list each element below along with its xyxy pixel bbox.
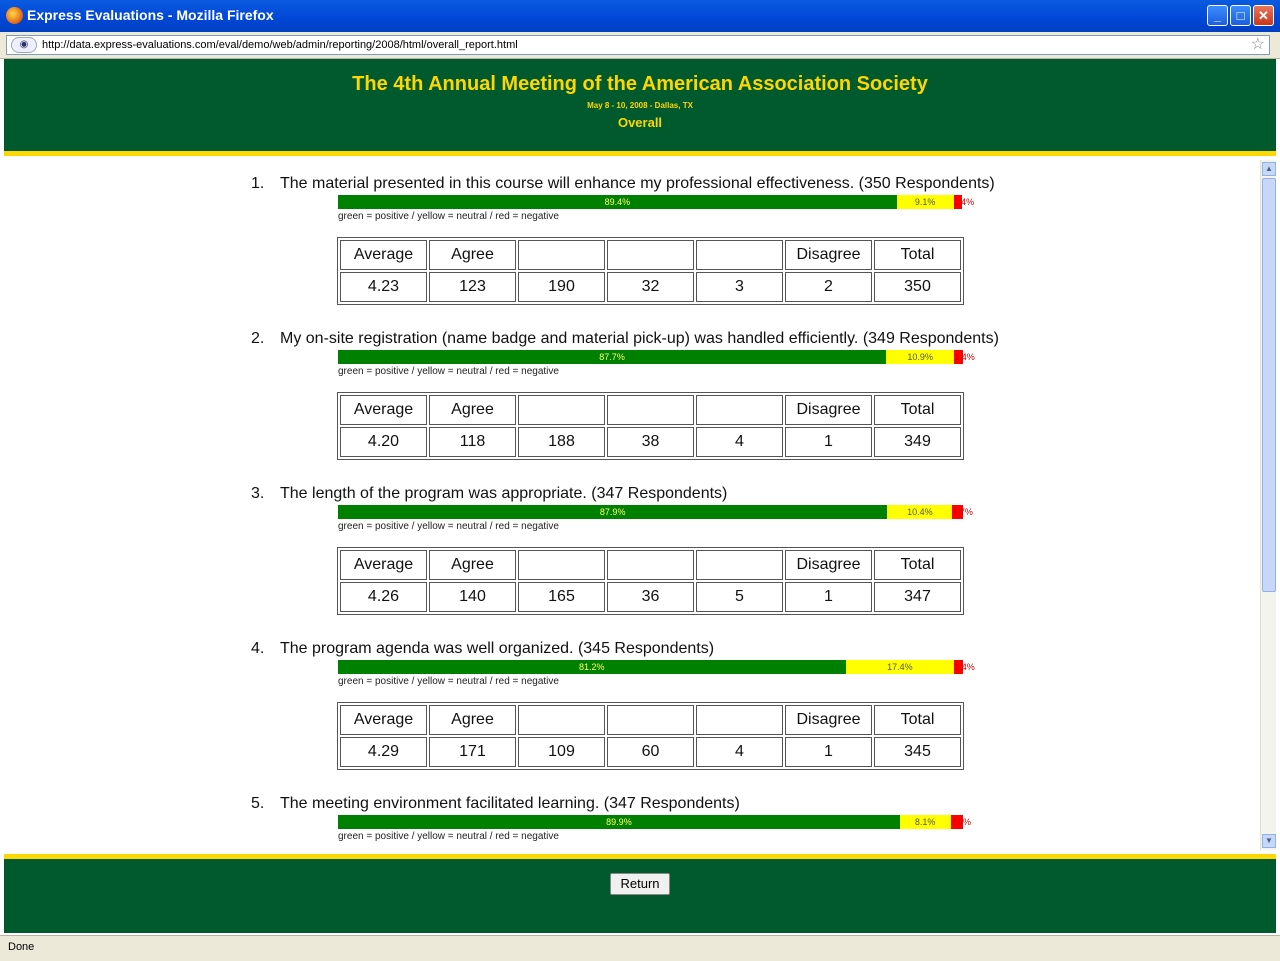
negative-segment: 1.4% bbox=[953, 197, 975, 207]
response-distribution-bar bbox=[338, 660, 975, 674]
question-number: 4. bbox=[251, 640, 265, 657]
results-table bbox=[337, 702, 964, 770]
column-header: Total bbox=[874, 395, 961, 425]
status-bar bbox=[0, 935, 1280, 961]
column-header: Agree bbox=[429, 240, 516, 270]
question-number: 2. bbox=[251, 330, 265, 347]
column-header bbox=[518, 240, 605, 270]
question-text bbox=[251, 175, 995, 193]
table-row bbox=[340, 272, 961, 302]
question-text bbox=[251, 795, 740, 813]
table-header-row bbox=[340, 240, 961, 270]
question-text bbox=[251, 330, 999, 348]
results-table bbox=[337, 392, 964, 460]
neutral-segment: 10.4% bbox=[887, 505, 952, 519]
negative-segment: 1.7% bbox=[952, 507, 973, 517]
column-header: Disagree bbox=[785, 550, 872, 580]
table-header-row bbox=[340, 395, 961, 425]
results-table bbox=[337, 237, 964, 305]
table-cell: 3 bbox=[696, 272, 783, 302]
column-header bbox=[696, 240, 783, 270]
maximize-button[interactable]: □ bbox=[1230, 5, 1251, 26]
page-title: The 4th Annual Meeting of the American Association Society bbox=[352, 73, 928, 95]
question-label: The program agenda was well organized. (345 Respondents) bbox=[280, 640, 715, 657]
table-cell: 4.26 bbox=[340, 582, 427, 612]
column-header bbox=[518, 705, 605, 735]
question-block bbox=[4, 175, 1254, 325]
table-cell: 4.20 bbox=[340, 427, 427, 457]
table-cell: 140 bbox=[429, 582, 516, 612]
question-block bbox=[4, 640, 1254, 790]
table-cell: 188 bbox=[518, 427, 605, 457]
address-bar[interactable] bbox=[6, 35, 1270, 55]
close-button[interactable]: ✕ bbox=[1253, 5, 1274, 26]
bar-legend: green = positive / yellow = neutral / red = negative bbox=[338, 211, 559, 222]
column-header: Agree bbox=[429, 395, 516, 425]
table-cell: 349 bbox=[874, 427, 961, 457]
url-text[interactable]: http://data.express-evaluations.com/eval/demo/web/admin/reporting/2008/html/overall_report.html bbox=[42, 39, 518, 51]
bar-legend: green = positive / yellow = neutral / red = negative bbox=[338, 676, 559, 687]
column-header: Total bbox=[874, 550, 961, 580]
table-cell: 1 bbox=[785, 427, 872, 457]
question-label: The meeting environment facilitated learning. (347 Respondents) bbox=[280, 795, 740, 812]
table-cell: 4.23 bbox=[340, 272, 427, 302]
response-distribution-bar bbox=[338, 195, 975, 209]
bookmark-star-icon[interactable]: ☆ bbox=[1250, 36, 1265, 53]
table-cell: 4.29 bbox=[340, 737, 427, 767]
status-text: Done bbox=[8, 941, 35, 953]
neutral-segment: 10.9% bbox=[886, 350, 954, 364]
table-cell: 60 bbox=[607, 737, 694, 767]
column-header: Agree bbox=[429, 550, 516, 580]
table-row bbox=[340, 427, 961, 457]
table-cell: 5 bbox=[696, 582, 783, 612]
table-cell: 2 bbox=[785, 272, 872, 302]
title-bar bbox=[0, 0, 1280, 32]
positive-segment: 89.9% bbox=[338, 815, 900, 829]
column-header: Average bbox=[340, 240, 427, 270]
response-distribution-bar bbox=[338, 505, 973, 519]
question-block bbox=[4, 330, 1254, 480]
column-header bbox=[607, 240, 694, 270]
window-title: Express Evaluations - Mozilla Firefox bbox=[27, 7, 274, 23]
event-date-location: May 8 - 10, 2008 - Dallas, TX bbox=[587, 101, 693, 110]
table-cell: 171 bbox=[429, 737, 516, 767]
table-cell: 190 bbox=[518, 272, 605, 302]
neutral-segment: 9.1% bbox=[897, 195, 954, 209]
column-header bbox=[607, 395, 694, 425]
column-header bbox=[696, 705, 783, 735]
column-header bbox=[518, 550, 605, 580]
table-cell: 345 bbox=[874, 737, 961, 767]
neutral-segment: 17.4% bbox=[846, 660, 955, 674]
question-label: The length of the program was appropriate. (347 Respondents) bbox=[280, 485, 728, 502]
positive-segment: 87.9% bbox=[338, 505, 887, 519]
neutral-segment: 8.1% bbox=[900, 815, 951, 829]
table-row bbox=[340, 737, 961, 767]
firefox-icon bbox=[6, 7, 23, 24]
table-cell: 123 bbox=[429, 272, 516, 302]
scroll-thumb[interactable] bbox=[1262, 178, 1276, 592]
negative-segment: 1.4% bbox=[954, 662, 975, 672]
positive-segment: 89.4% bbox=[338, 195, 897, 209]
table-cell: 1 bbox=[785, 737, 872, 767]
question-block bbox=[4, 485, 1254, 635]
report-section: Overall bbox=[617, 115, 663, 130]
bar-legend: green = positive / yellow = neutral / red = negative bbox=[338, 521, 559, 532]
response-distribution-bar bbox=[338, 815, 972, 829]
table-row bbox=[340, 582, 961, 612]
column-header: Average bbox=[340, 395, 427, 425]
table-cell: 4 bbox=[696, 737, 783, 767]
column-header: Average bbox=[340, 705, 427, 735]
table-header-row bbox=[340, 705, 961, 735]
column-header bbox=[607, 550, 694, 580]
column-header bbox=[696, 395, 783, 425]
table-cell: 109 bbox=[518, 737, 605, 767]
table-cell: 165 bbox=[518, 582, 605, 612]
page-header bbox=[4, 59, 1276, 151]
navigation-toolbar bbox=[0, 32, 1280, 59]
column-header: Disagree bbox=[785, 240, 872, 270]
column-header: Average bbox=[340, 550, 427, 580]
question-number: 1. bbox=[251, 175, 265, 192]
question-number: 3. bbox=[251, 485, 265, 502]
column-header: Total bbox=[874, 705, 961, 735]
table-cell: 1 bbox=[785, 582, 872, 612]
negative-segment: 2.0% bbox=[950, 817, 972, 827]
table-cell: 347 bbox=[874, 582, 961, 612]
scroll-up-icon[interactable]: ▲ bbox=[1262, 162, 1276, 176]
question-number: 5. bbox=[251, 795, 265, 812]
return-button[interactable]: Return bbox=[610, 873, 670, 895]
question-text bbox=[251, 485, 727, 503]
table-cell: 38 bbox=[607, 427, 694, 457]
column-header: Agree bbox=[429, 705, 516, 735]
bar-legend: green = positive / yellow = neutral / red = negative bbox=[338, 831, 559, 842]
column-header: Disagree bbox=[785, 395, 872, 425]
question-text bbox=[251, 640, 714, 658]
positive-segment: 81.2% bbox=[338, 660, 846, 674]
negative-segment: 1.4% bbox=[954, 352, 975, 362]
table-cell: 118 bbox=[429, 427, 516, 457]
question-label: My on-site registration (name badge and material pick-up) was handled efficiently. (349 Respondents) bbox=[280, 330, 999, 347]
vertical-scrollbar[interactable] bbox=[1260, 160, 1276, 850]
question-label: The material presented in this course will enhance my professional effectiveness. (350 Respondents) bbox=[280, 175, 995, 192]
table-cell: 32 bbox=[607, 272, 694, 302]
table-header-row bbox=[340, 550, 961, 580]
response-distribution-bar bbox=[338, 350, 975, 364]
table-cell: 36 bbox=[607, 582, 694, 612]
bar-legend: green = positive / yellow = neutral / red = negative bbox=[338, 366, 559, 377]
column-header bbox=[607, 705, 694, 735]
table-cell: 350 bbox=[874, 272, 961, 302]
page-footer bbox=[4, 859, 1276, 933]
report-content bbox=[4, 156, 1276, 856]
scroll-down-icon[interactable]: ▼ bbox=[1262, 834, 1276, 848]
positive-segment: 87.7% bbox=[338, 350, 886, 364]
column-header bbox=[696, 550, 783, 580]
column-header bbox=[518, 395, 605, 425]
site-identity-icon[interactable]: ◉ bbox=[11, 37, 37, 53]
results-table bbox=[337, 547, 964, 615]
column-header: Disagree bbox=[785, 705, 872, 735]
table-cell: 4 bbox=[696, 427, 783, 457]
column-header: Total bbox=[874, 240, 961, 270]
minimize-button[interactable]: _ bbox=[1207, 5, 1228, 26]
